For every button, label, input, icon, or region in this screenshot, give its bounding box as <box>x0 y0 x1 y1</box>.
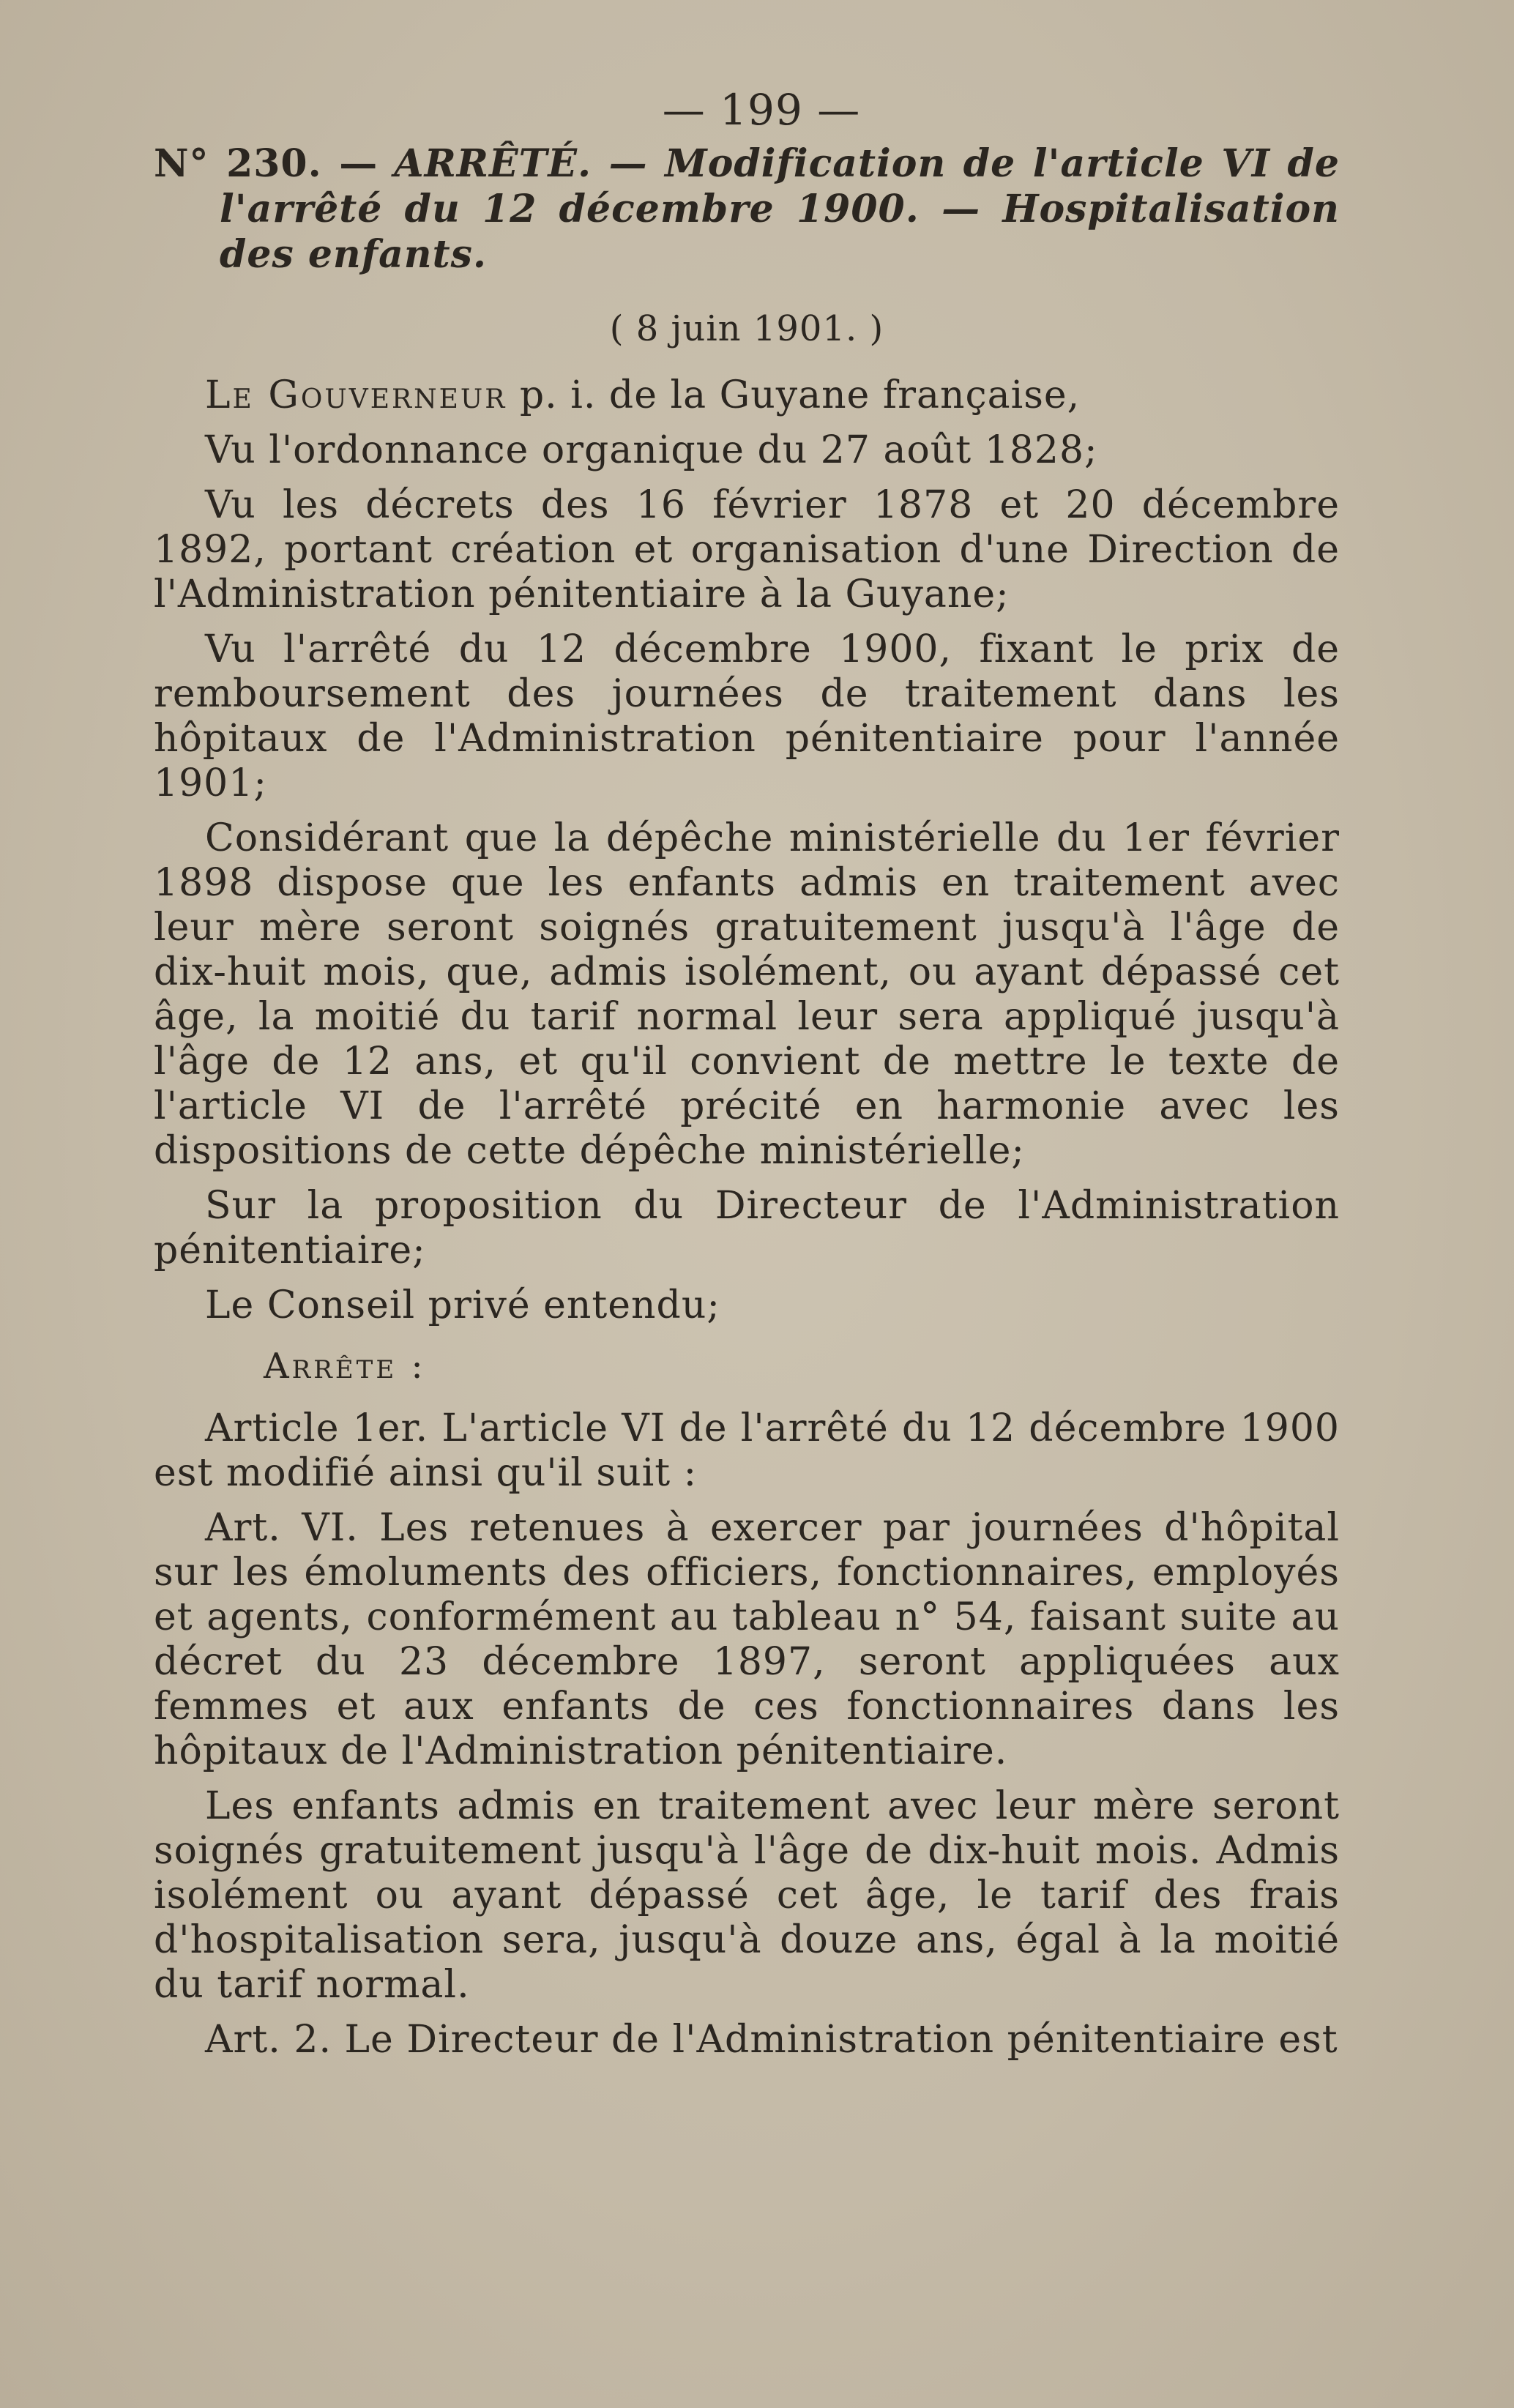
paragraph-proposition: Sur la proposition du Directeur de l'Administration pénitentiaire; <box>154 1184 1340 1272</box>
page-text <box>154 85 1340 2073</box>
paragraph-article-1: Article 1er. L'article VI de l'arrêté du 12 décembre 1900 est modifié ainsi qu'il suit : <box>154 1406 1340 1495</box>
paragraph-arrete-1900: Vu l'arrêté du 12 décembre 1900, fixant le prix de remboursement des journées de traitement dans les hôpitaux de l'Administration pénitentiaire pour l'année 1901; <box>154 627 1340 805</box>
arrete-label: Arrête : <box>264 1346 426 1387</box>
paragraph-governor <box>154 373 1340 418</box>
decree-heading <box>154 141 1340 277</box>
decree-date: ( 8 juin 1901. ) <box>609 308 884 349</box>
paragraph-ordonnance: Vu l'ordonnance organique du 27 août 1828; <box>205 428 1098 472</box>
page-number: — 199 — <box>662 85 861 135</box>
governor-rest: p. i. de la Guyane française, <box>507 373 1081 417</box>
paragraph-considerant: Considérant que la dépêche ministérielle du 1er février 1898 dispose que les enfants admis en traitement avec leur mère seront soignés gratuitement jusqu'à l'âge de dix-huit mois, que, admis isolément, ou ayant dépassé cet âge, la moitié du tarif normal leur sera appliqué jusqu'à l'âge de 12 ans, et qu'il convient de mettre le texte de l'article VI de l'arrêté précité en harmonie avec les dispositions de cette dépêche ministérielle; <box>154 816 1340 1173</box>
governor-title: Le Gouverneur <box>205 373 507 417</box>
paragraph-decrets: Vu les décrets des 16 février 1878 et 20 décembre 1892, portant création et organisation d'une Direction de l'Administration pénitentiaire à la Guyane; <box>154 483 1340 616</box>
paragraph-enfants: Les enfants admis en traitement avec leur mère seront soignés gratuitement jusqu'à l'âge de dix-huit mois. Admis isolément ou ayant dépassé cet âge, le tarif des frais d'hospitalisation sera, jusqu'à douze ans, égal à la moitié du tarif normal. <box>154 1784 1340 2007</box>
decree-number: N° 230. — <box>154 141 378 186</box>
paragraph-article-2: Art. 2. Le Directeur de l'Administration pénitentiaire est <box>205 2018 1338 2062</box>
paragraph-conseil: Le Conseil privé entendu; <box>205 1283 720 1327</box>
paragraph-article-vi: Art. VI. Les retenues à exercer par journées d'hôpital sur les émoluments des officiers, fonctionnaires, employés et agents, conformément au tableau n° 54, faisant suite au décret du 23 décembre 1897, seront appliquées aux femmes et aux enfants de ces fonctionnaires dans les hôpitaux de l'Administration pénitentiaire. <box>154 1506 1340 1773</box>
decree-title: ARRÊTÉ. — Modification de l'article VI de l'arrêté du 12 décembre 1900. — Hospitalisation des enfants. <box>220 141 1340 277</box>
